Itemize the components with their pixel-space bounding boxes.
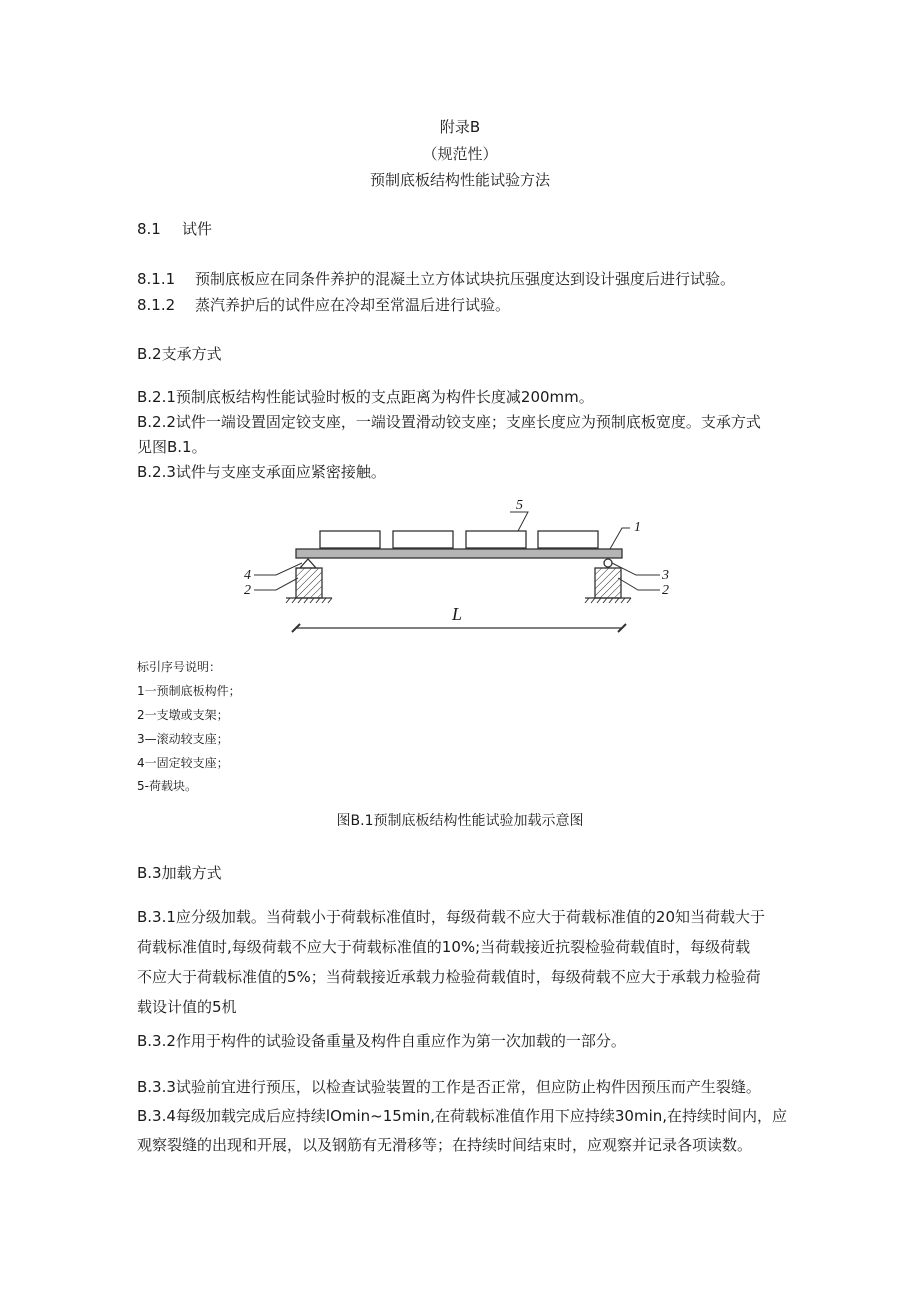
legend-item: 2一支墩或支架；	[137, 708, 229, 722]
clause-text: 蒸汽养护后的试件应在冷却至常温后进行试验。	[195, 296, 511, 314]
load-block	[320, 531, 380, 548]
clause-b2-1: B.2.1预制底板结构性能试验时板的支点距离为构件长度减200mm。	[137, 388, 594, 406]
clause-b3-1-line3: 不应大于荷载标准值的5%；当荷载接近承载力检验荷载值时，每级荷载不应大于承载力检验荷	[137, 968, 761, 986]
label-1: 1	[634, 520, 641, 535]
label-4: 4	[244, 568, 251, 583]
loading-diagram	[238, 493, 668, 643]
legend-item: 1一预制底板构件；	[137, 684, 241, 698]
legend-item: 3—滚动较支座；	[137, 732, 229, 746]
legend-item: 5-荷载块。	[137, 779, 197, 793]
load-block	[393, 531, 453, 548]
clause-b3-1-line1: B.3.1应分级加载。当荷载小于荷载标准值时，每级荷载不应大于荷载标准值的20知当荷载大于	[137, 908, 766, 926]
clause-b2-2-line1: B.2.2试件一端设置固定铰支座，一端设置滑动铰支座；支座长度应为预制底板宽度。支承方式	[137, 413, 761, 431]
clause-b2-3: B.2.3试件与支座支承面应紧密接触。	[137, 463, 386, 481]
leader-5	[510, 512, 528, 531]
legend-item: 4一固定较支座；	[137, 756, 229, 770]
clause-b3-4-line2: 观察裂缝的出现和开展，以及钢筋有无滑移等；在持续时间结束时，应观察并记录各项读数。	[137, 1136, 753, 1154]
leader-2-left	[254, 578, 298, 590]
leader-2-right	[618, 578, 660, 590]
section-8-1-heading	[137, 218, 212, 239]
clause-b3-1-line2: 荷载标准值时,每级荷载不应大于荷载标准值的10%;当荷载接近抗裂检验荷载值时，每级荷载	[137, 938, 751, 956]
clause-b3-4-line1: B.3.4每级加载完成后应持续lOmin~15min,在荷载标准值作用下应持续30min,在持续时间内，应	[137, 1107, 788, 1125]
precast-slab	[296, 549, 622, 558]
clause-b3-2: B.3.2作用于构件的试验设备重量及构件自重应作为第一次加载的一部分。	[137, 1032, 626, 1050]
label-2-left: 2	[244, 583, 251, 598]
load-blocks	[320, 531, 598, 548]
clause-b2-2-line2: 见图B.1。	[137, 438, 207, 456]
rolling-hinge-support	[604, 559, 612, 567]
clause-number: 8.1.2	[137, 296, 176, 314]
clause-text: 预制底板应在同条件养护的混凝土立方体试块抗压强度达到设计强度后进行试验。	[195, 270, 736, 288]
clause-b3-1-line4: 载设计值的5机	[137, 998, 237, 1016]
section-title: 试件	[182, 220, 213, 238]
section-number: 8.1	[137, 220, 161, 238]
label-3: 3	[662, 568, 669, 583]
label-2-right: 2	[662, 583, 669, 598]
clause-b3-3: B.3.3试验前宜进行预压，以检查试验装置的工作是否正常，但应防止构件因预压而产生裂缝。	[137, 1078, 761, 1096]
appendix-title: 预制底板结构性能试验方法	[369, 171, 550, 189]
label-5: 5	[516, 498, 523, 513]
dimension-label-L: L	[452, 604, 463, 624]
load-block	[466, 531, 526, 548]
clause-8-1-2	[137, 294, 510, 315]
legend-title: 标引序号说明：	[137, 660, 222, 674]
leader-1	[610, 528, 630, 549]
leader-4	[254, 563, 302, 575]
section-b2-heading: B.2支承方式	[137, 345, 222, 363]
appendix-label: 附录B	[439, 118, 481, 136]
section-b3-heading: B.3加载方式	[137, 864, 222, 882]
appendix-nature: （规范性）	[422, 145, 498, 163]
clause-number: 8.1.1	[137, 270, 176, 288]
right-pier	[595, 568, 621, 598]
left-pier	[296, 568, 322, 598]
figure-caption: 图B.1预制底板结构性能试验加载示意图	[336, 813, 584, 829]
load-block	[538, 531, 598, 548]
fixed-hinge-support	[300, 559, 316, 568]
clause-8-1-1	[137, 268, 735, 289]
